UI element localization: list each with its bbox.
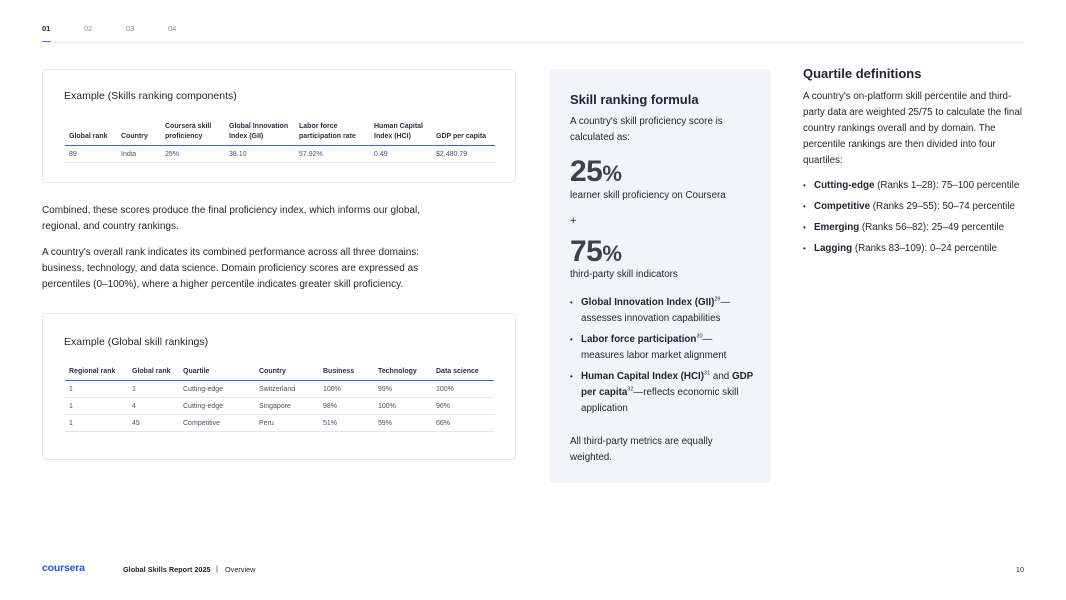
- quartile-name: Emerging: [814, 222, 860, 233]
- table-cell: 1: [65, 381, 128, 398]
- table-cell: 100%: [319, 381, 374, 398]
- table-header-row: [65, 367, 494, 381]
- column-header: Human Capital Index (HCI): [370, 122, 432, 146]
- table-cell: Cutting-edge: [179, 398, 255, 415]
- tab-02[interactable]: 02: [84, 24, 93, 33]
- table-cell: 100%: [432, 381, 494, 398]
- quartile-range: (Ranks 29–55): 50–74 percentile: [870, 201, 1015, 212]
- column-header: Technology: [374, 367, 432, 381]
- indicator-desc: —measures labor market alignment: [581, 334, 727, 361]
- footnote-ref[interactable]: 31: [704, 370, 711, 377]
- list-item: [570, 295, 755, 327]
- weight-third-party: [570, 235, 621, 269]
- column-header: Global Innovation Index (GII): [225, 122, 295, 146]
- column-header: Business: [319, 367, 374, 381]
- quartile-name: Lagging: [814, 243, 853, 254]
- panel-intro: A country's skill proficiency score is calculated as:: [570, 116, 723, 143]
- plus-sign: +: [570, 215, 577, 227]
- column-header: Country: [117, 122, 161, 146]
- percent-sign: %: [602, 161, 622, 186]
- table-cell: 1: [65, 415, 128, 432]
- list-item: [803, 199, 1033, 215]
- table-cell: 66%: [432, 415, 494, 432]
- percent-sign: %: [602, 241, 622, 266]
- table-cell: 51%: [319, 415, 374, 432]
- column-header: Regional rank: [65, 367, 128, 381]
- table-header-row: [65, 122, 495, 146]
- table-cell: $2,480.79: [432, 146, 495, 163]
- column-header: Global rank: [128, 367, 179, 381]
- card-title: Example (Skills ranking components): [64, 90, 237, 102]
- table-cell: Cutting-edge: [179, 381, 255, 398]
- list-item: [803, 178, 1033, 194]
- indicator-conjunction: and: [710, 371, 732, 382]
- report-name: Global Skills Report 2025: [123, 565, 211, 574]
- table-cell: 59%: [374, 415, 432, 432]
- quartile-name: Cutting-edge: [814, 180, 875, 191]
- list-item: [803, 241, 1033, 257]
- column-header: Global rank: [65, 122, 117, 146]
- body-paragraph: Combined, these scores produce the final proficiency index, which informs our global, regional, and country rankings.: [42, 205, 420, 232]
- indicator-name: Human Capital Index (HCI): [581, 371, 705, 382]
- column-header: Labor force participation rate: [295, 122, 370, 146]
- table-cell: Singapore: [255, 398, 319, 415]
- indicator-desc: —reflects economic skill application: [581, 387, 739, 414]
- table-cell: 1: [65, 398, 128, 415]
- table-cell: 1: [128, 381, 179, 398]
- table-cell: 45: [128, 415, 179, 432]
- list-item: [803, 220, 1033, 236]
- column-header: Country: [255, 367, 319, 381]
- weight-caption: third-party skill indicators: [570, 269, 678, 280]
- list-item: [570, 369, 755, 417]
- footnote-ref[interactable]: 32: [627, 386, 634, 393]
- formula-panel: [549, 69, 771, 483]
- quartile-title: Quartile definitions: [803, 66, 922, 81]
- table-cell: Switzerland: [255, 381, 319, 398]
- coursera-logo[interactable]: coursera: [42, 562, 85, 574]
- footer-separator: |: [216, 564, 218, 573]
- table-cell: 100%: [374, 398, 432, 415]
- tab-03[interactable]: 03: [126, 24, 135, 33]
- table-cell: Competitive: [179, 415, 255, 432]
- section-tabs: [42, 24, 210, 44]
- global-rankings-card: [42, 313, 516, 460]
- tab-01[interactable]: 01: [42, 24, 84, 44]
- table-cell: 38.10: [225, 146, 295, 163]
- column-header: Data science: [432, 367, 494, 381]
- panel-footer-note: All third-party metrics are equally weighted.: [570, 436, 713, 463]
- table-cell: 96%: [432, 398, 494, 415]
- quartile-range: (Ranks 83–109): 0–24 percentile: [852, 243, 997, 254]
- table-cell: 98%: [319, 398, 374, 415]
- section-name: Overview: [225, 565, 256, 574]
- page-number: 10: [1015, 565, 1024, 574]
- skills-components-card: [42, 69, 516, 183]
- tab-04[interactable]: 04: [168, 24, 177, 33]
- indicator-name: Labor force participation: [581, 334, 697, 345]
- table-row: [65, 381, 494, 398]
- list-item: [570, 332, 755, 364]
- quartile-intro: A country's on-platform skill percentile and third-party data are weighted 25/75 to calculate the final country rankings overall and by domain. The percentile rankings are then divided into four quartiles:: [803, 91, 1022, 166]
- indicator-name: GDP per capita: [581, 371, 754, 398]
- panel-title: Skill ranking formula: [570, 92, 699, 107]
- table-cell: 57.92%: [295, 146, 370, 163]
- quartile-range: (Ranks 56–82): 25–49 percentile: [859, 222, 1005, 233]
- weight-number: 75: [570, 235, 603, 268]
- table-cell: 0.49: [370, 146, 432, 163]
- skills-components-table: [65, 122, 495, 163]
- quartile-list: [803, 178, 1033, 262]
- table-cell: 89: [65, 146, 117, 163]
- table-cell: 4: [128, 398, 179, 415]
- column-header: Coursera skill proficiency: [161, 122, 225, 146]
- table-cell: 99%: [374, 381, 432, 398]
- table-cell: 25%: [161, 146, 225, 163]
- indicator-desc: —assesses innovation capabilities: [581, 297, 731, 324]
- weight-coursera: [570, 155, 621, 189]
- weight-caption: learner skill proficiency on Coursera: [570, 190, 726, 201]
- footnote-ref[interactable]: 29: [714, 296, 721, 303]
- table-row: [65, 415, 494, 432]
- quartile-name: Competitive: [814, 201, 871, 212]
- card-title: Example (Global skill rankings): [64, 336, 209, 348]
- global-rankings-table: [65, 367, 494, 432]
- table-cell: Peru: [255, 415, 319, 432]
- indicator-name: Global Innovation Index (GII): [581, 297, 715, 308]
- table-row: [65, 146, 495, 163]
- top-divider: [42, 42, 1024, 43]
- column-header: Quartile: [179, 367, 255, 381]
- table-cell: India: [117, 146, 161, 163]
- indicator-list: [570, 295, 755, 422]
- table-row: [65, 398, 494, 415]
- quartile-range: (Ranks 1–28): 75–100 percentile: [874, 180, 1020, 191]
- body-paragraph: A country's overall rank indicates its combined performance across all three domains: business, technology, and data science. Domain proficiency scores are expressed as percentiles (0–100%), where a higher percentile indicates greater skill proficiency.: [42, 247, 420, 290]
- weight-number: 25: [570, 155, 603, 188]
- footnote-ref[interactable]: 30: [696, 333, 703, 340]
- column-header: GDP per capita: [432, 122, 495, 146]
